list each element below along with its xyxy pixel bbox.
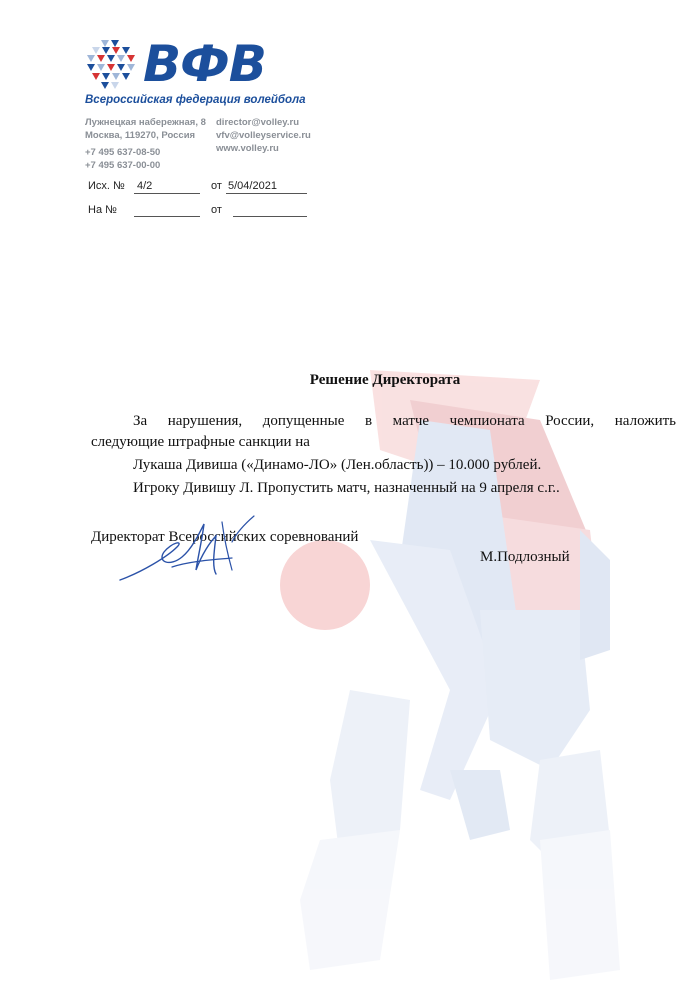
outgoing-date-line bbox=[226, 193, 307, 194]
address-line: Москва, 119270, Россия bbox=[85, 130, 196, 141]
paragraph-line: За нарушения, допущенные в матче чемпионата России, наложить bbox=[133, 413, 676, 429]
address-line: Лужнецкая набережная, 8 bbox=[85, 117, 206, 128]
incoming-date-line bbox=[233, 216, 307, 217]
document-title: Решение Директората bbox=[309, 372, 461, 388]
email-block bbox=[216, 116, 311, 155]
email-address: vfv@volleyservice.ru bbox=[216, 130, 311, 141]
handwritten-signature bbox=[112, 512, 262, 587]
email-address: director@volley.ru bbox=[216, 117, 299, 128]
vfv-logo-icon bbox=[85, 38, 137, 90]
sanction-item: Игроку Дивишу Л. Пропустить матч, назначенный на 9 апреля с.г.. bbox=[133, 480, 560, 496]
address-block bbox=[85, 116, 206, 142]
website-link: www.volley.ru bbox=[216, 143, 279, 154]
phone-number: +7 495 637-08-50 bbox=[85, 147, 161, 158]
outgoing-number-line bbox=[134, 193, 200, 194]
outgoing-date-label: от bbox=[211, 180, 222, 192]
incoming-date-label: от bbox=[211, 204, 222, 216]
sanction-item: Лукаша Дивиша («Динамо-ЛО» (Лен.область)) – 10.000 рублей. bbox=[133, 457, 542, 473]
incoming-number-line bbox=[134, 216, 200, 217]
logo-wordmark: ВФВ bbox=[143, 35, 266, 93]
phone-block bbox=[85, 146, 160, 172]
outgoing-number-label: Исх. № bbox=[88, 180, 125, 192]
organization-name: Всероссийская федерация волейбола bbox=[85, 94, 306, 106]
incoming-number-label: На № bbox=[88, 204, 117, 216]
signatory-name: М.Подлозный bbox=[480, 549, 570, 565]
paragraph-line: следующие штрафные санкции на bbox=[91, 434, 310, 450]
phone-number: +7 495 637-00-00 bbox=[85, 160, 161, 171]
signatory-organization: Директорат Всероссийских соревнований bbox=[91, 529, 359, 545]
outgoing-number: 4/2 bbox=[137, 180, 153, 192]
outgoing-date: 5/04/2021 bbox=[228, 180, 277, 192]
